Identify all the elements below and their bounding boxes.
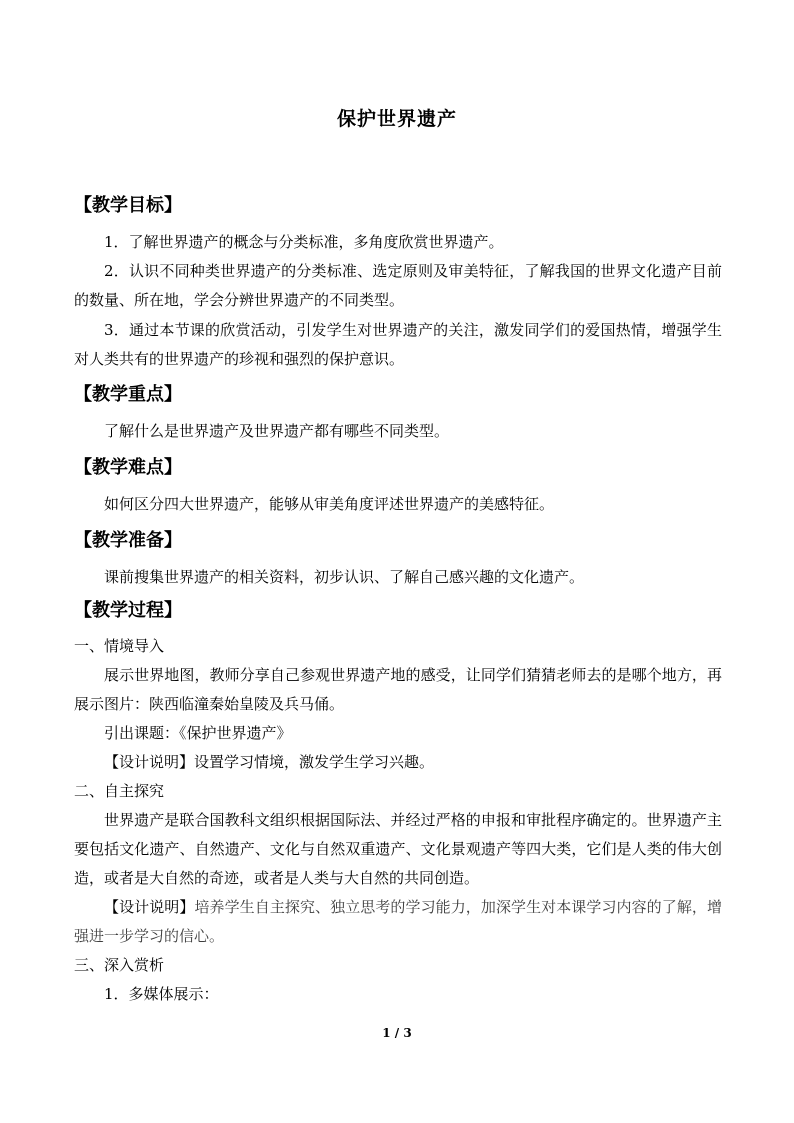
preparation-text: 课前搜集世界遗产的相关资料，初步认识、了解自己感兴趣的文化遗产。 (104, 568, 585, 586)
process-part1-para: 展示世界地图，教师分享自己参观世界遗产地的感受，让同学们猜猜老师去的是哪个地方，再展示图片：陕西临潼秦始皇陵及兵马俑。 (74, 666, 722, 713)
process-part1-lead: 引出课题：《保护世界遗产》 (104, 724, 292, 742)
heading-difficulties: 【教学难点】 (74, 457, 182, 478)
goal-item-1: 1．了解世界遗产的概念与分类标准，多角度欣赏世界遗产。 (104, 233, 504, 251)
design-note-tag: 【设计说明】 (104, 898, 195, 916)
process-part3-title: 三、深入赏析 (74, 956, 165, 974)
process-part1-note (104, 748, 434, 777)
design-note-tag: 【设计说明】 (104, 753, 195, 771)
goal-item-2: 2．认识不同种类世界遗产的分类标准、选定原则及审美特征，了解我国的世界文化遗产目前的数量、所在地，学会分辨世界遗产的不同类型。 (74, 262, 722, 309)
heading-process: 【教学过程】 (74, 600, 182, 621)
document-title: 保护世界遗产 (336, 108, 457, 130)
page-number: 1 / 3 (382, 1026, 412, 1040)
heading-key-points: 【教学重点】 (74, 384, 182, 405)
goal-item-3: 3．通过本节课的欣赏活动，引发学生对世界遗产的关注，激发同学们的爱国热情，增强学生对人类共有的世界遗产的珍视和强烈的保护意识。 (74, 321, 722, 368)
heading-preparation: 【教学准备】 (74, 530, 182, 551)
process-part2-title: 二、自主探究 (74, 782, 165, 800)
process-part1-title: 一、情境导入 (74, 637, 165, 655)
heading-teaching-goals: 【教学目标】 (74, 195, 182, 216)
design-note-text: 培养学生自主探究、独立思考的学习能力，加深学生对本课学习内容的了解，增强进一步学习的信心。 (74, 898, 722, 945)
key-points-text: 了解什么是世界遗产及世界遗产都有哪些不同类型。 (104, 422, 450, 440)
difficulties-text: 如何区分四大世界遗产，能够从审美角度评述世界遗产的美感特征。 (104, 495, 555, 513)
process-part3-item1: 1．多媒体展示： (104, 985, 219, 1003)
process-part2-note (74, 893, 722, 951)
design-note-text: 设置学习情境，激发学生学习兴趣。 (194, 753, 435, 771)
process-part2-para: 世界遗产是联合国教科文组织根据国际法、并经过严格的申报和审批程序确定的。世界遗产主要包括文化遗产、自然遗产、文化与自然双重遗产、文化景观遗产等四大类，它们是人类的伟大创造，或者是大自然的奇迹，或者是人类与大自然的共同创造。 (74, 811, 722, 887)
